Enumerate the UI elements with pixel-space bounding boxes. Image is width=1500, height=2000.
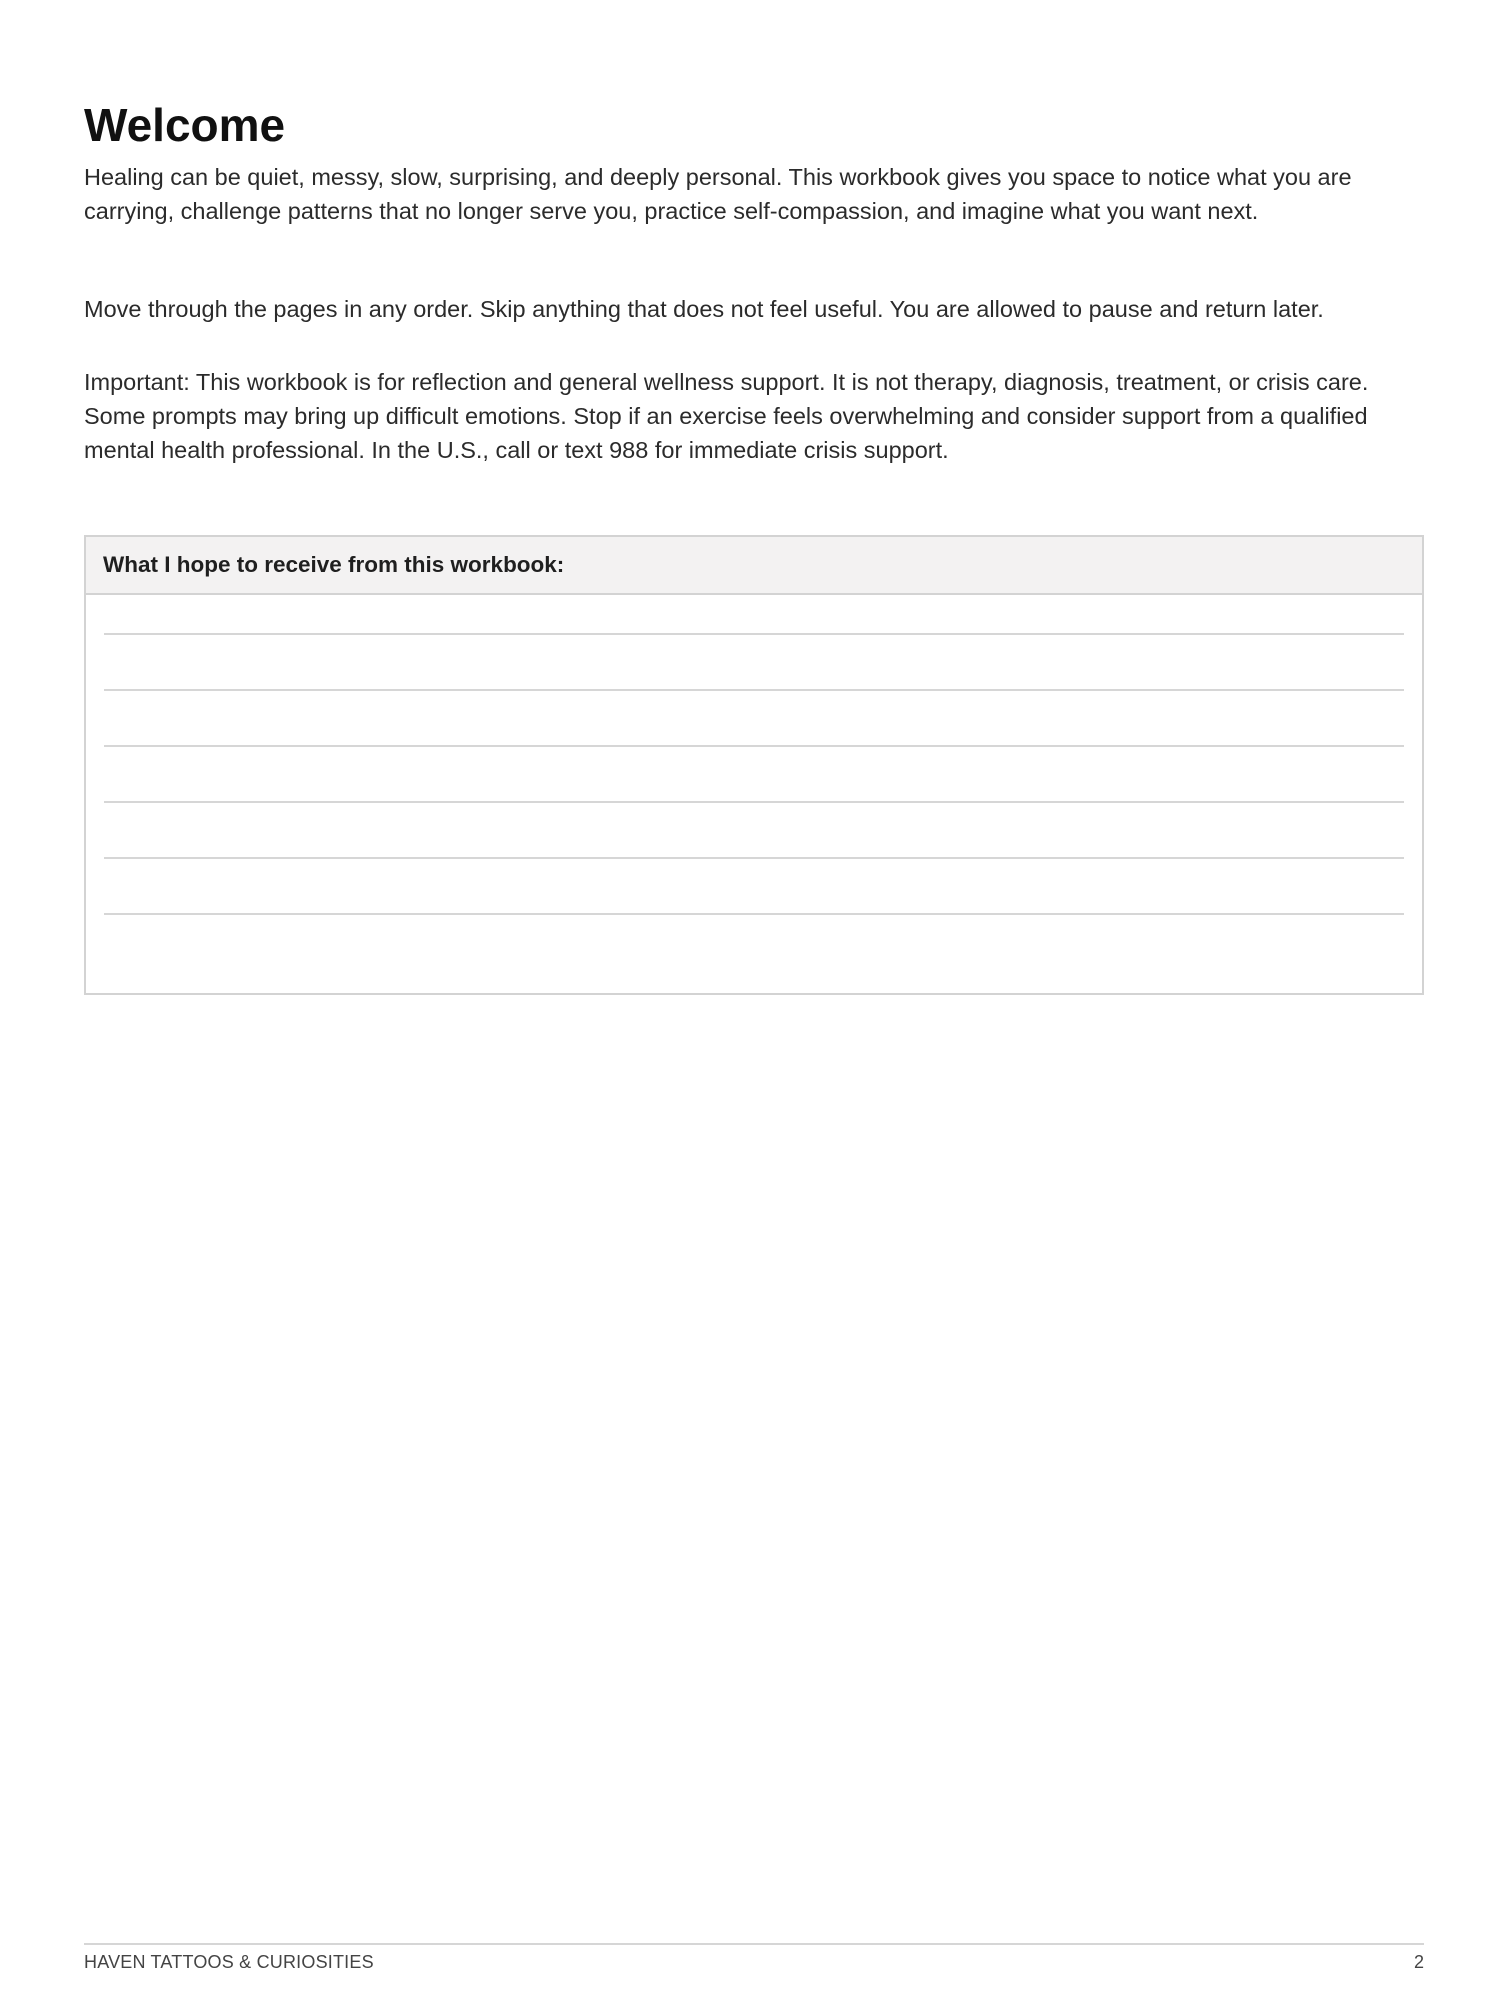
- page-number: 2: [1413, 1952, 1424, 1972]
- writing-line[interactable]: [104, 633, 1404, 635]
- writing-line[interactable]: [104, 801, 1404, 803]
- writing-line[interactable]: [104, 689, 1404, 691]
- reflection-prompt-heading: What I hope to receive from this workbook:: [86, 537, 1422, 595]
- page-title: Welcome: [84, 99, 286, 151]
- footer-brand: HAVEN TATTOOS & CURIOSITIES: [84, 1952, 374, 1972]
- disclaimer-paragraph: Important: This workbook is for reflection and general wellness support. It is not therapy, diagnosis, treatment, or crisis care. Some prompts may bring up difficult emotions. Stop if an exercise feels overwhelming and consider support from a qualified mental health professional. In the U.S., call or text 988 for immediate crisis support.: [84, 369, 1369, 463]
- intro-paragraph: Healing can be quiet, messy, slow, surprising, and deeply personal. This workbook gives you space to notice what you are carrying, challenge patterns that no longer serve you, practice self-compassion, and imagine what you want next.: [84, 164, 1352, 224]
- writing-line[interactable]: [104, 913, 1404, 915]
- writing-line[interactable]: [104, 745, 1404, 747]
- reflection-prompt-box: [84, 535, 1424, 995]
- writing-line[interactable]: [104, 857, 1404, 859]
- footer-divider: [84, 1943, 1424, 1945]
- usage-paragraph: Move through the pages in any order. Skip anything that does not feel useful. You are allowed to pause and return later.: [84, 296, 1324, 322]
